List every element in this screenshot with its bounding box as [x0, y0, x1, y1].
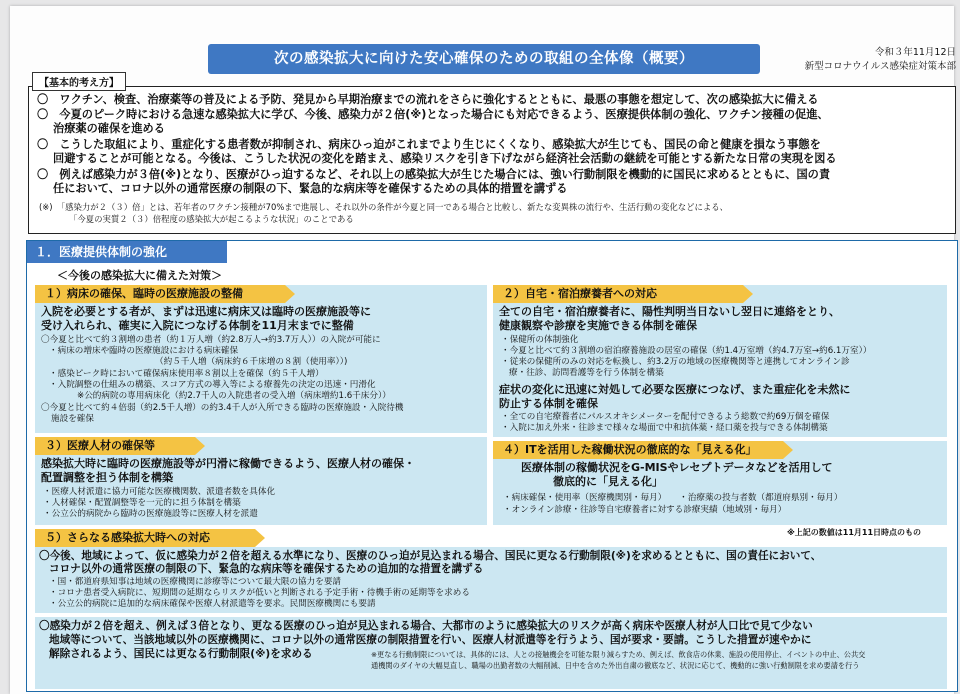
basic-item-2: 〇 今夏のピーク時における急速な感染拡大に学び、今後、感染力が２倍(※)となった場合にも対応できるよう、医療提供体制の強化、ワクチン接種の促進、	[37, 108, 829, 121]
numbers-footnote: ※上記の数値は11月11日時点のもの	[787, 528, 922, 537]
panel-beds-line-3: （約５千人増（病床約６千床増の８割（使用率））)	[155, 357, 348, 367]
panel-beds	[35, 285, 487, 433]
basic-item-3: 〇 こうした取組により、重症化する患者数が抑制され、病床ひっ迫がこれまでより生じにくくなり、感染拡大が生じても、国民の命と健康を損なう事態を	[37, 138, 821, 151]
panel-staffing-lead-1: 感染拡大時に臨時の医療施設等が円滑に稼働できるよう、医療人材の確保・	[41, 457, 415, 470]
section-medical-system	[26, 240, 958, 692]
panel-beds-line-8: 施設を確保	[51, 414, 94, 424]
further-c-line-3: 解除されるよう、国民には更なる行動制限(※)を求める	[49, 648, 313, 660]
panel-staffing-lead-2: 配置調整を担う体制を構築	[41, 471, 173, 484]
panel-visualization-lead-2: 徹底的に「見える化」	[553, 475, 663, 488]
basic-item-3-cont: 回避することが可能となる。今後は、こうした状況の変化を踏まえ、感染リスクを引き下げながら経済社会活動の継続を可能とする新たな日常の実現を図る	[53, 152, 837, 165]
panel-visualization-line-1: ・病床確保・使用率（医療機関別・毎月） ・治療薬の投与者数（都道府県別・毎月）	[503, 493, 843, 503]
panel-further-c	[35, 617, 947, 689]
section-heading: １．医療提供体制の強化	[27, 241, 227, 263]
issue-date: 令和３年11月12日	[874, 47, 956, 58]
page-title: 次の感染拡大に向けた安心確保のための取組の全体像（概要）	[208, 44, 760, 74]
panel-visualization-tag: ４）ITを活用した稼働状況の徹底的な「見える化」	[493, 441, 783, 459]
basic-item-4-cont: 任において、コロナ以外の通常医療の制限の下、緊急的な病床等を確保するための具体的措置を講ずる	[53, 182, 568, 195]
basic-concept-box	[28, 86, 956, 234]
panel-home-care-lead-1: 全ての自宅・宿泊療養者に、陽性判明当日ないし翌日に連絡をとり、	[499, 305, 840, 318]
further-b-line-3: ・公立公的病院に追加的な病床確保や医療人材派遣等を要求。民間医療機関にも要請	[49, 599, 376, 609]
panel-home-care-tag: ２）自宅・宿泊療養者への対応	[493, 285, 743, 303]
panel-beds-line-2: ・病床の増床や臨時の医療施設における病床確保	[49, 346, 239, 356]
panel-further-a	[35, 547, 947, 613]
panel-beds-lead-1: 入院を必要とする者が、まずは迅速に病床又は臨時の医療施設等に	[41, 305, 371, 318]
panel-home-care-line-1: ・保健所の体制強化	[501, 335, 579, 345]
panel-beds-line-1: 〇今夏と比べて約３割増の患者（約１万人増（約2.8万人→約3.7万人））の入院が可能に	[41, 335, 381, 345]
panel-home-care-line-3: ・従来の保健所のみの対応を転換し、約3.2万の地域の医療機関等と連携してオンライン診	[501, 357, 850, 367]
panel-further-tag: ５）さらなる感染拡大時への対応	[35, 529, 255, 547]
panel-beds-line-5: ・入院調整の仕組みの構築、スコア方式の導入等による療養先の決定の迅速・円滑化	[49, 380, 376, 390]
panel-home-care-line-6: ・入院に加え外来・往診まで様々な場面で中和抗体薬・経口薬を投与できる体制構築	[501, 423, 828, 433]
issuer: 新型コロナウイルス感染症対策本部	[804, 61, 956, 72]
further-a-line-1: 〇今後、地域によって、仮に感染力が２倍を超える水準になり、医療のひっ迫が見込まれる場合、国民に更なる行動制限(※)を求めるとともに、国の責任において、	[39, 550, 822, 562]
panel-home-care-lead-2: 健康観察や診療を実施できる体制を確保	[499, 319, 697, 332]
panel-home-care-line-5: ・全ての自宅療養者にパルスオキシメーターを配付できるよう総数で約69万個を確保	[501, 412, 830, 422]
panel-home-care-line-2: ・今夏と比べて約３割増の宿泊療養施設の居室の確保（約1.4万室増（約4.7万室→約6.1万室））	[501, 346, 872, 356]
panel-beds-line-6: ※公的病院の専用病床化（約2.7千人の入院患者の受入増（病床増約1.6千床分））	[77, 391, 391, 401]
panel-visualization-line-2: ・オンライン診療・往診等自宅療養者に対する診療実績（地域別・毎月）	[503, 505, 787, 515]
panel-visualization	[493, 441, 947, 525]
basic-item-4: 〇 例えば感染力が３倍(※)となり、医療がひっ迫するなど、それ以上の感染拡大が生じた場合には、強い行動制限を機動的に国民に求めるとともに、国の責	[37, 168, 831, 181]
panel-beds-line-4: ・感染ピーク時において確保病床使用率８割以上を確保（約５千人増）	[49, 369, 324, 379]
panel-home-care-line-4: 療・往診、訪問看護等を行う体制を構築	[509, 368, 664, 378]
further-b-line-1: ・国・都道府県知事は地域の医療機関に診療等について最大限の協力を要請	[49, 577, 342, 587]
basic-item-1: 〇 ワクチン、検査、治療薬等の普及による予防、発見から早期治療までの流れをさらに強化するとともに、最悪の事態を想定して、次の感染拡大に備える	[37, 93, 819, 106]
basic-concept-label: 【基本的考え方】	[32, 72, 126, 91]
basic-note-1: (※) 「感染力が２（３）倍」とは、若年者のワクチン接種が70%まで進展し、それ以外の条件が今夏と同一である場合と比較し、新たな変異株の流行や、生活行動の変化などによる、	[39, 202, 729, 212]
issue-info	[778, 46, 956, 74]
basic-note-2: 「今夏の実質２（３）倍程度の感染拡大が起こるような状況」のことである	[69, 214, 354, 224]
panel-staffing-line-2: ・人材確保・配置調整等を一元的に担う体制を構築	[43, 498, 241, 508]
further-c-line-1: 〇感染力が２倍を超え、例えば３倍となり、更なる医療のひっ迫が見込まれる場合、大都市のように感染拡大のリスクが高く病床や医療人材が人口比で見て少ない	[39, 620, 813, 632]
panel-staffing-line-1: ・医療人材派遣に協力可能な医療機関数、派遣者数を具体化	[43, 487, 276, 497]
panel-home-care-lead-4: 防止する体制を確保	[499, 397, 598, 410]
further-c-line-2: 地域等について、当該地域以外の医療機関に、コロナ以外の通常医療の制限措置を行い、医療人材派遣等を行うよう、国が要求・要請。こうした措置が速やかに	[49, 634, 812, 646]
panel-beds-tag: １）病床の確保、臨時の医療施設の整備	[35, 285, 285, 303]
section-subheading: ＜今後の感染拡大に備えた対策＞	[57, 269, 222, 282]
panel-staffing-line-3: ・公立公的病院から臨時の医療施設等に医療人材を派遣	[43, 509, 258, 519]
document-page	[10, 6, 954, 694]
panel-beds-line-7: 〇今夏と比べて約４倍弱（約2.5千人増）の約3.4千人が入所できる臨時の医療施設・入院待機	[41, 403, 404, 413]
basic-item-2-cont: 治療薬の確保を進める	[53, 122, 165, 135]
further-b-line-2: ・コロナ患者受入病院に、短期間の延期ならリスクが低いと判断される予定手術・待機手術の延期等を求める	[49, 588, 470, 598]
further-a-line-2: コロナ以外の通常医療の制限の下、緊急的な病床等を確保するための追加的な措置を講ずる	[49, 563, 484, 575]
further-note-2: 通機関のダイヤの大幅見直し、職場の出勤者数の大幅削減、日中を含めた外出自粛の徹底など、状況に応じて、機動的に強い行動制限を求め要請を行う	[371, 661, 860, 670]
panel-home-care	[493, 285, 947, 437]
further-note-1: ※更なる行動制限については、具体的には、人との接触機会を可能な限り減らすため、例えば、飲食店の休業、施設の使用停止、イベントの中止、公共交	[371, 650, 866, 659]
panel-visualization-lead-1: 医療体制の稼働状況をG-MISやレセプトデータなどを活用して	[521, 461, 833, 474]
panel-home-care-lead-3: 症状の変化に迅速に対処して必要な医療につなげ、また重症化を未然に	[499, 383, 851, 396]
panel-staffing	[35, 437, 487, 525]
panel-staffing-tag: ３）医療人材の確保等	[35, 437, 195, 455]
panel-beds-lead-2: 受け入れられ、確実に入院につなげる体制を11月末までに整備	[41, 319, 354, 332]
